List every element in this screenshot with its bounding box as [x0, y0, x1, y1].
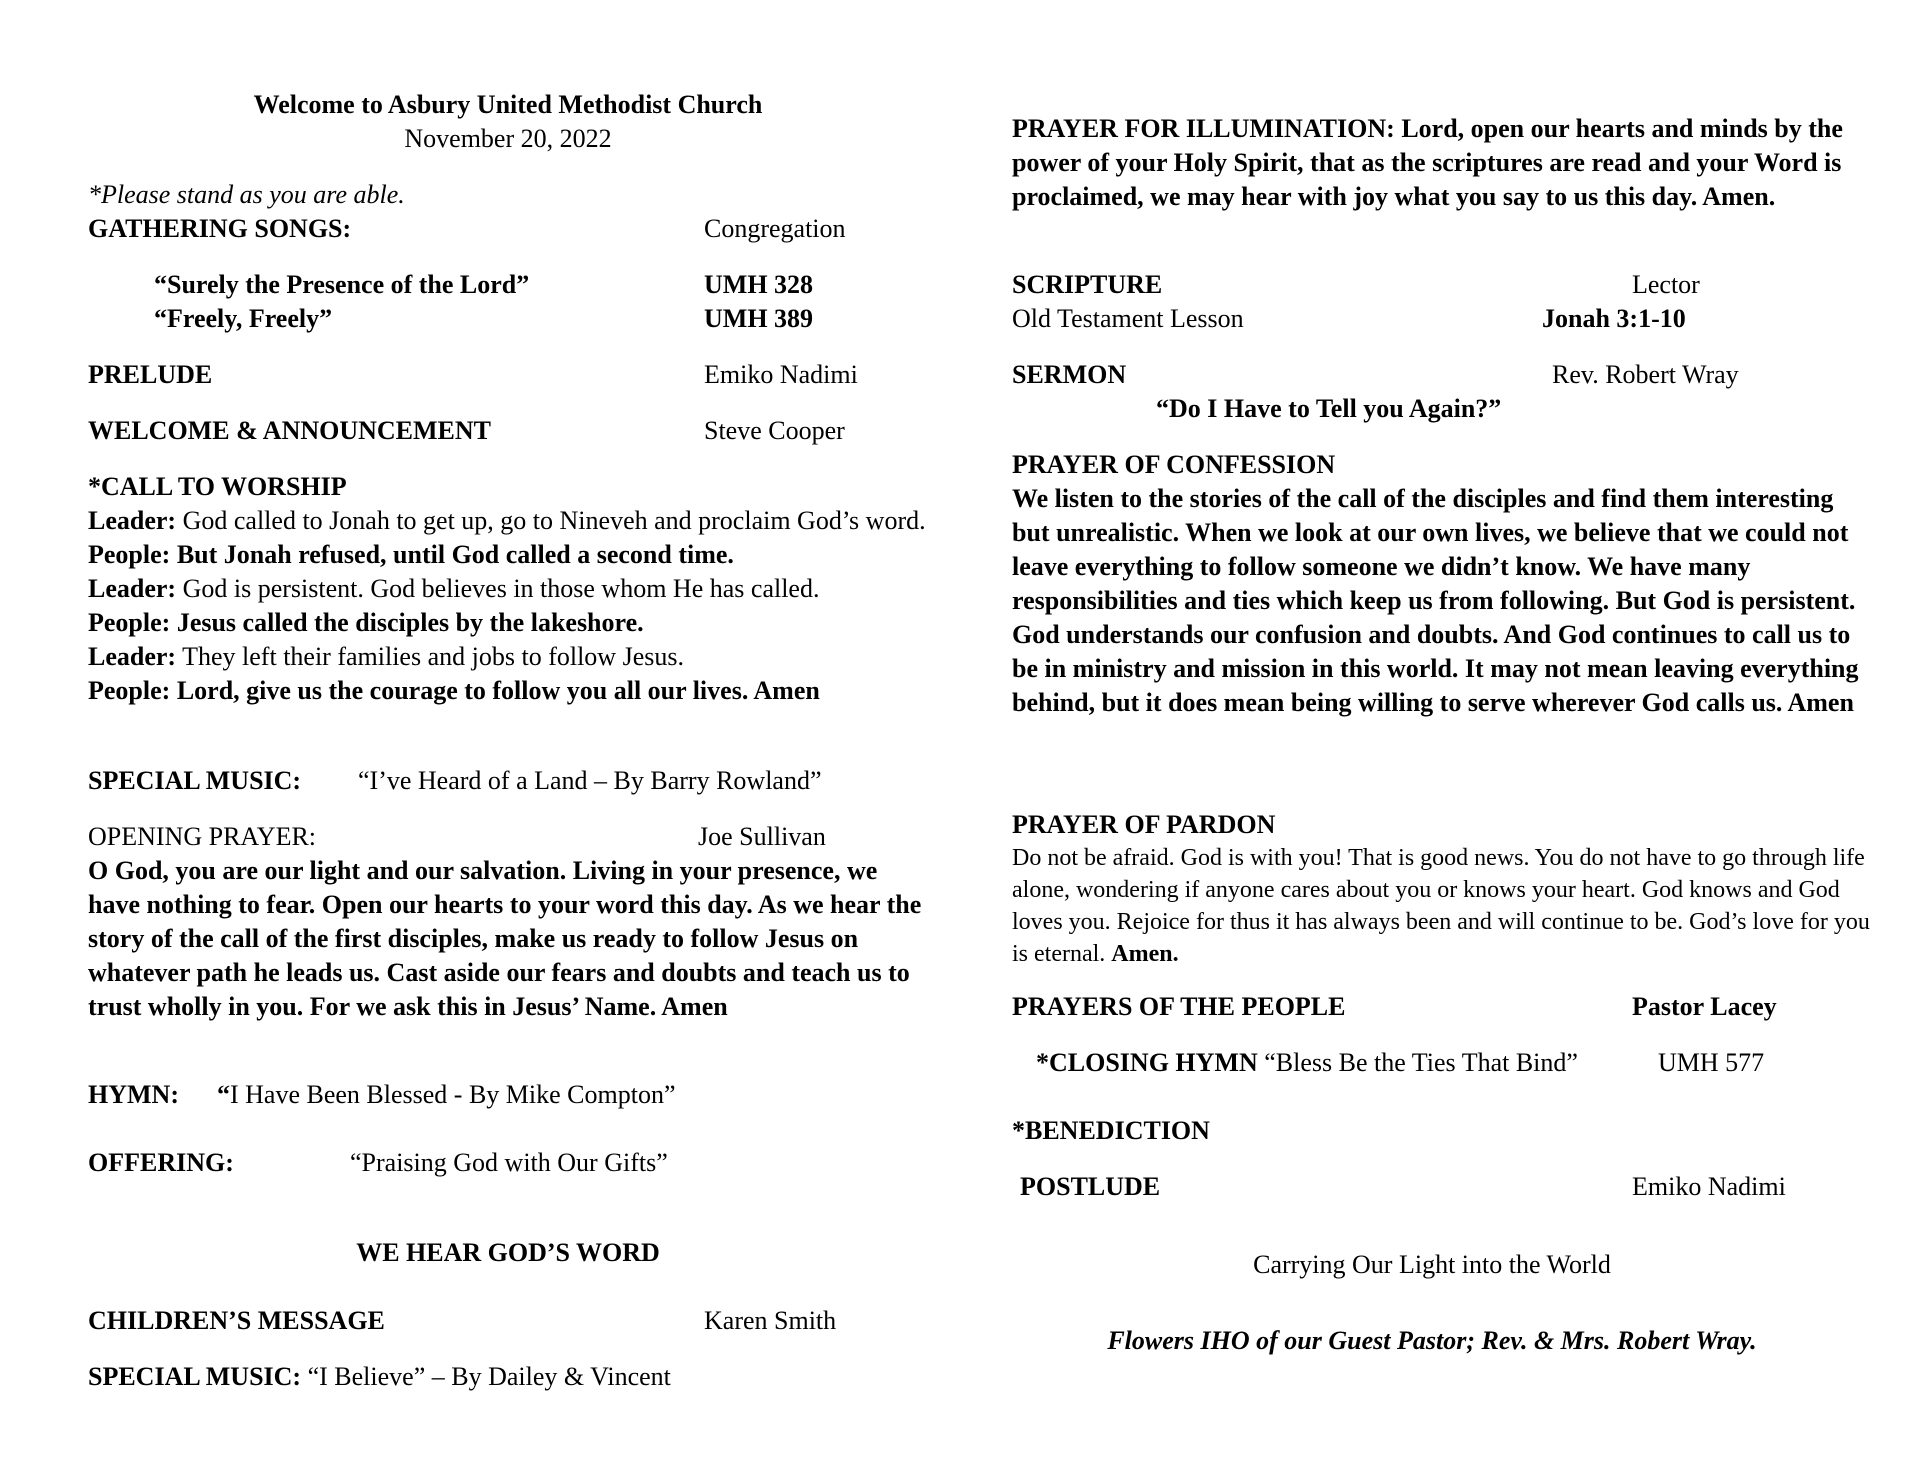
stand-note: *Please stand as you are able. — [88, 180, 405, 209]
call-to-worship-label: *CALL TO WORSHIP — [88, 472, 347, 501]
special-music-2-label: SPECIAL MUSIC: — [88, 1362, 302, 1391]
call-to-worship-litany — [88, 504, 938, 708]
special-music-2-title: “I Believe” – By Dailey & Vincent — [301, 1362, 671, 1391]
theme-line: Carrying Our Light into the World — [1253, 1250, 1611, 1279]
confession-text: We listen to the stories of the call of the disciples and find them interesting but unrealistic. When we look at our own lives, we believe that we could not leave everything to follow someone we didn’t know. We have many responsibilities and ties which keep us from following. But God is persistent. God understands our confusion and doubts. And God continues to call us to be in ministry and mission in this world. It may not mean leaving everything behind, but it does mean being willing to serve wherever God calls us. Amen — [1012, 484, 1859, 717]
litany-line: Leader: They left their families and jobs to follow Jesus. — [88, 642, 684, 671]
prelude-leader: Emiko Nadimi — [704, 360, 858, 389]
hymn-title: I Have Been Blessed - By Mike Compton” — [229, 1080, 676, 1109]
benediction-label: *BENEDICTION — [1012, 1116, 1210, 1145]
welcome-leader: Steve Cooper — [704, 416, 845, 445]
illumination-text: : Lord, open our hearts and minds by the power of your Holy Spirit, that as the scriptures are read and your Word is proclaimed, we may hear with joy what you say to us this day. Amen. — [1012, 114, 1843, 211]
gathering-songs-label: GATHERING SONGS: — [88, 214, 352, 243]
sermon-preacher: Rev. Robert Wray — [1552, 360, 1739, 389]
prelude-label: PRELUDE — [88, 360, 213, 389]
hymn-quote: “ — [216, 1080, 230, 1109]
prayers-of-people-label: PRAYERS OF THE PEOPLE — [1012, 992, 1346, 1021]
pardon-amen: Amen. — [1111, 941, 1179, 967]
scripture-label: SCRIPTURE — [1012, 270, 1163, 299]
scripture-leader: Lector — [1632, 270, 1700, 299]
flowers-dedication: Flowers IHO of our Guest Pastor; Rev. & Mrs. Robert Wray. — [1107, 1326, 1757, 1355]
welcome-label: WELCOME & ANNOUNCEMENT — [88, 416, 492, 445]
sermon-title: “Do I Have to Tell you Again?” — [1156, 394, 1502, 423]
church-title: Welcome to Asbury United Methodist Church — [253, 90, 763, 119]
pardon-text: Do not be afraid. God is with you! That is good news. You do not have to go through life alone, wondering if anyone cares about you or knows your heart. God knows and God loves you. Rejoice for thus it has always been and will continue to be. God’s love for you is eternal. Amen. — [1012, 845, 1870, 967]
offering-label: OFFERING: — [88, 1148, 234, 1177]
song-title: “Freely, Freely” — [154, 304, 333, 333]
closing-hymn-row — [1036, 1046, 1578, 1080]
litany-line: Leader: God called to Jonah to get up, go to Nineveh and proclaim God’s word. — [88, 506, 926, 535]
closing-hymn-label: *CLOSING HYMN — [1036, 1048, 1258, 1077]
litany-line: People: But Jonah refused, until God called a second time. — [88, 540, 734, 569]
litany-line: People: Jesus called the disciples by the lakeshore. — [88, 608, 644, 637]
childrens-message-label: CHILDREN’S MESSAGE — [88, 1306, 385, 1335]
hymn-label: HYMN: — [88, 1080, 179, 1109]
closing-hymn-ref: UMH 577 — [1658, 1048, 1765, 1077]
illumination-label: PRAYER FOR ILLUMINATION — [1012, 114, 1387, 143]
special-music-2-row — [88, 1360, 671, 1394]
litany-line: Leader: God is persistent. God believes in those whom He has called. — [88, 574, 820, 603]
postlude-leader: Emiko Nadimi — [1632, 1172, 1786, 1201]
confession-label: PRAYER OF CONFESSION — [1012, 450, 1336, 479]
song-ref: UMH 389 — [704, 304, 814, 333]
song-ref: UMH 328 — [704, 270, 814, 299]
illumination-prayer — [1012, 112, 1872, 214]
prayers-of-people-leader: Pastor Lacey — [1632, 992, 1777, 1021]
scripture-ref: Jonah 3:1-10 — [1542, 304, 1686, 333]
postlude-label: POSTLUDE — [1020, 1172, 1161, 1201]
litany-line: People: Lord, give us the courage to follow you all our lives. Amen — [88, 676, 820, 705]
special-music-label: SPECIAL MUSIC: — [88, 766, 302, 795]
special-music-title: “I’ve Heard of a Land – By Barry Rowland” — [358, 766, 822, 795]
childrens-message-leader: Karen Smith — [704, 1306, 837, 1335]
scripture-lesson: Old Testament Lesson — [1012, 304, 1244, 333]
gathering-songs-leader: Congregation — [704, 214, 846, 243]
opening-prayer-label: OPENING PRAYER: — [88, 822, 317, 851]
opening-prayer-leader: Joe Sullivan — [698, 822, 826, 851]
section-heading: WE HEAR GOD’S WORD — [356, 1238, 660, 1267]
service-date: November 20, 2022 — [404, 124, 612, 153]
pardon-label: PRAYER OF PARDON — [1012, 810, 1276, 839]
closing-hymn-title: “Bless Be the Ties That Bind” — [1257, 1048, 1578, 1077]
offering-title: “Praising God with Our Gifts” — [350, 1148, 668, 1177]
song-title: “Surely the Presence of the Lord” — [154, 270, 530, 299]
opening-prayer-text: O God, you are our light and our salvation. Living in your presence, we have nothing to fear. Open our hearts to your word this day. As we hear the story of the call of the first disciples, make us ready to follow Jesus on whatever path he leads us. Cast aside our fears and doubts and teach us to trust wholly in you. For we ask this in Jesus’ Name. Amen — [88, 856, 922, 1021]
sermon-label: SERMON — [1012, 360, 1127, 389]
hymn-row — [88, 1078, 676, 1112]
